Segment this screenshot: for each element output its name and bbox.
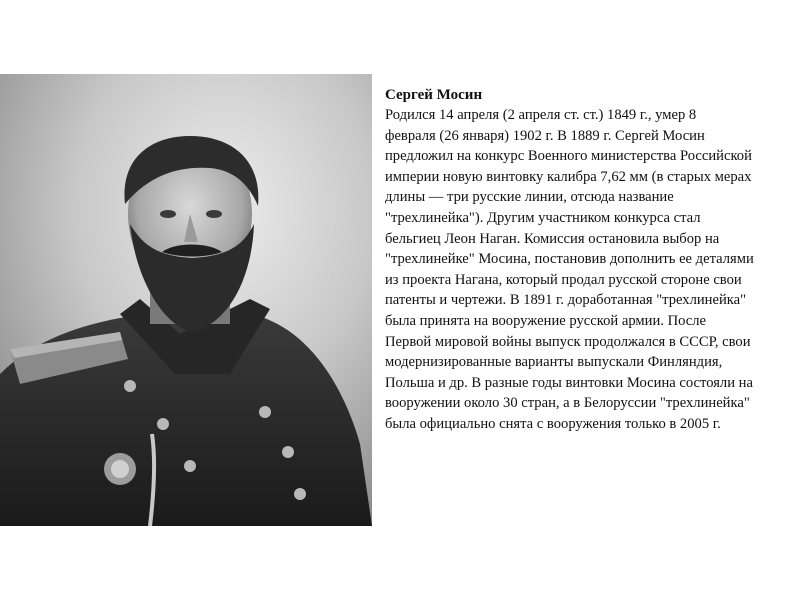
portrait-photo-icon	[0, 74, 372, 526]
portrait-photo	[0, 74, 372, 526]
bio-text-block	[385, 86, 790, 435]
bio-title: Сергей Мосин	[385, 87, 483, 103]
bio-body: Родился 14 апреля (2 апреля ст. ст.) 1849 г., умер 8 февраля (26 января) 1902 г. В 1889 г. Сергей Мосин предложил на конкурс Военного министерства Российской империи новую винтовку калибра 7,62 мм (в старых мерах длины — три русские линии, отсюда название "трехлинейка"). Другим участником конкурса стал бельгиец Леон Наган. Комиссия остановила выбор на "трехлинейке" Мосина, постановив дополнить ее деталями из проекта Нагана, который продал русской стороне свои патенты и чертежи. В 1891 г. доработанная "трехлинейка" была принята на вооружение русской армии. После Первой мировой войны выпуск продолжался в СССР, свои модернизированные варианты выпускали Финляндия, Польша и др. В разные годы винтовки Мосина состояли на вооружении около 30 стран, а в Белоруссии "трехлинейка" была официально снята с вооружения только в 2005 г.	[385, 107, 754, 432]
